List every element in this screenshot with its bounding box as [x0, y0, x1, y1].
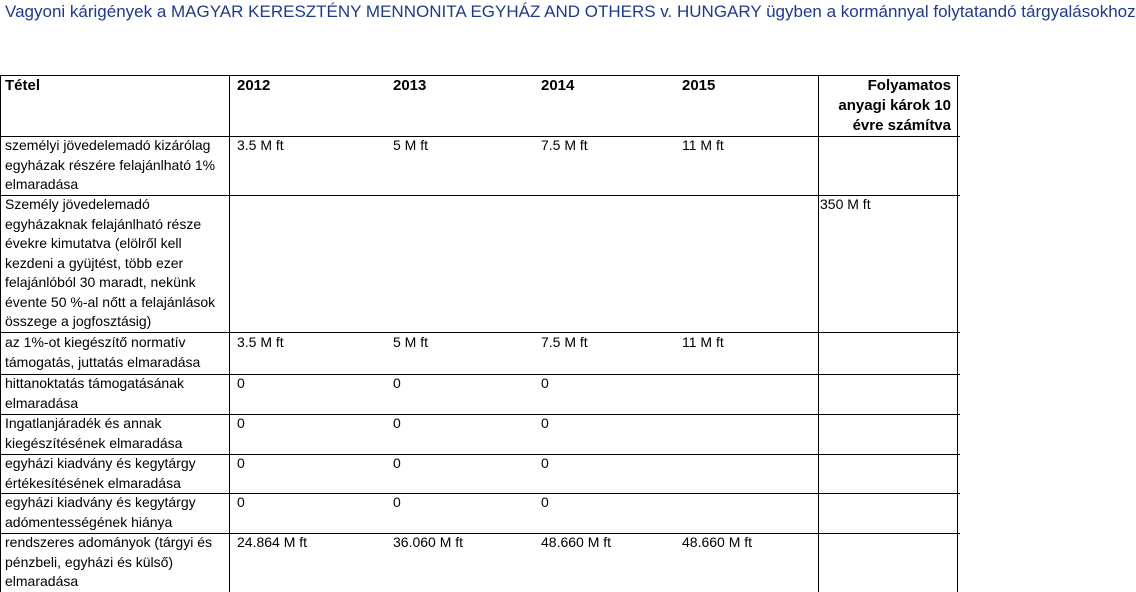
row-1-2015: 11 M ft [682, 137, 724, 153]
row-6-2014: 0 [541, 455, 549, 471]
row-5-2014: 0 [541, 415, 549, 431]
row-8-2013: 36.060 M ft [393, 534, 464, 550]
row-3-item: az 1%-ot kiegészítő normatív támogatás, juttatás elmaradása [5, 334, 201, 370]
row-1-2014: 7.5 M ft [541, 137, 588, 153]
row-8-2014: 48.660 M ft [541, 534, 612, 550]
row-5-2012: 0 [237, 415, 245, 431]
row-4-2014: 0 [541, 375, 549, 391]
header-item: Tétel [5, 77, 41, 94]
row-8-2015: 48.660 M ft [682, 534, 753, 550]
row-8-2012: 24.864 M ft [237, 534, 308, 550]
row-1-2012: 3.5 M ft [237, 137, 284, 153]
row-7-item: egyházi kiadvány és kegytárgy adómentességének hiánya [5, 494, 196, 530]
header-2012: 2012 [237, 77, 271, 94]
damages-table [0, 75, 960, 592]
row-2-item: Személy jövedelemadó egyházaknak felajánlható része évekre kimutatva (elölről kell kezdeni a gyüjtést, több ezer felajánlóból 30 maradt, nekünk évente 50 %-al nőtt a felajánlások összege a jogfosztásig) [5, 196, 216, 329]
row-6-item: egyházi kiadvány és kegytárgy értékesítésének elmaradása [5, 455, 196, 491]
row-3-2012: 3.5 M ft [237, 334, 284, 350]
row-7-2014: 0 [541, 494, 549, 510]
header-2013: 2013 [393, 77, 427, 94]
row-1-2013: 5 M ft [393, 137, 429, 153]
row-4-item: hittanoktatás támogatásának elmaradása [5, 375, 185, 411]
header-2014: 2014 [541, 77, 575, 94]
row-6-2013: 0 [393, 455, 401, 471]
row-2-ongoing: 350 M ft [820, 196, 871, 212]
page-title: Vagyoni kárigények a MAGYAR KERESZTÉNY MENNONITA EGYHÁZ AND OTHERS v. HUNGARY ügyben a kormánnyal folytatandó tárgyalásokhoz [5, 2, 1136, 21]
row-8-item: rendszeres adományok (tárgyi és pénzbeli, egyházi és külső) elmaradása [5, 534, 212, 589]
row-6-2012: 0 [237, 455, 245, 471]
row-5-2013: 0 [393, 415, 401, 431]
row-7-2013: 0 [393, 494, 401, 510]
row-3-2015: 11 M ft [682, 334, 724, 350]
header-ongoing: Folyamatos anyagi károk 10 évre számítva [838, 77, 951, 134]
header-2015: 2015 [682, 77, 716, 94]
row-3-2013: 5 M ft [393, 334, 429, 350]
row-1-item: személyi jövedelemadó kizárólag egyházak részére felajánlható 1% elmaradása [5, 137, 216, 192]
row-4-2012: 0 [237, 375, 245, 391]
row-3-2014: 7.5 M ft [541, 334, 588, 350]
row-7-2012: 0 [237, 494, 245, 510]
row-4-2013: 0 [393, 375, 401, 391]
row-5-item: Ingatlanjáradék és annak kiegészítésének elmaradása [5, 415, 183, 451]
